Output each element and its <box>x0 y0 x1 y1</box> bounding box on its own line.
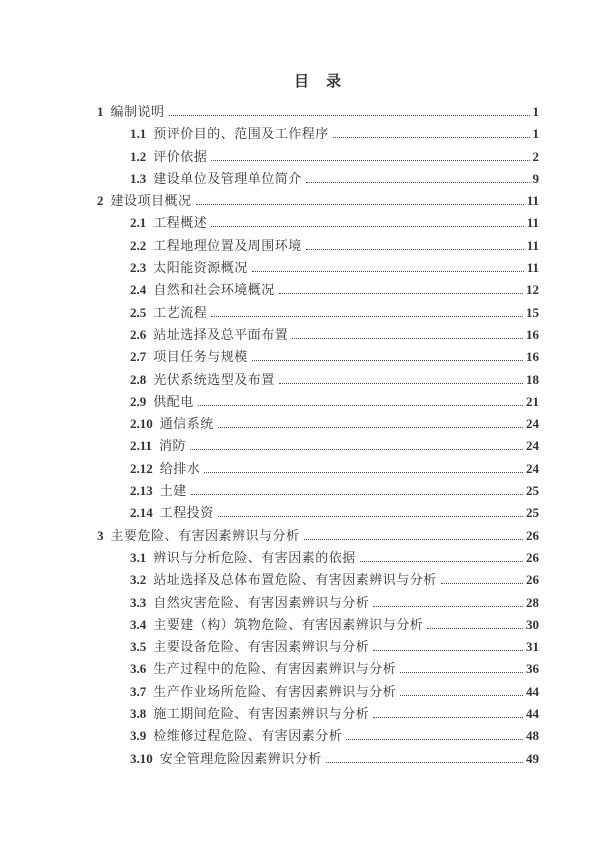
dot-leader-line <box>218 427 523 428</box>
toc-entry-page: 25 <box>526 505 539 521</box>
toc-entry[interactable] <box>97 413 539 435</box>
toc-entry-number: 2.10 <box>130 416 153 432</box>
dot-leader-line <box>190 449 523 450</box>
dot-leader-line <box>441 583 523 584</box>
toc-entry-label: 施工期间危险、有害因素辨识与分析 <box>153 706 370 722</box>
toc-entry-label: 土建 <box>159 483 187 499</box>
toc-entry-page: 26 <box>526 527 539 543</box>
toc-entry-number: 2.2 <box>130 237 147 253</box>
toc-section <box>97 72 539 770</box>
toc-entry-label: 建设单位及管理单位简介 <box>153 170 302 186</box>
toc-entry-page: 30 <box>526 616 539 632</box>
toc-entry-label: 工艺流程 <box>153 304 208 320</box>
toc-entry-page: 11 <box>526 215 539 231</box>
toc-entry-label: 光伏系统选型及布置 <box>153 371 275 387</box>
toc-entry-page: 11 <box>526 193 539 209</box>
toc-entry-number: 3 <box>97 527 104 543</box>
toc-entry[interactable] <box>97 502 539 524</box>
toc-entry[interactable] <box>97 324 539 346</box>
toc-entry-label: 安全管理危险因素辨识分析 <box>159 750 322 766</box>
toc-entry-page: 49 <box>526 750 539 766</box>
toc-entry-label: 消防 <box>159 438 187 454</box>
toc-entry-number: 3.3 <box>130 594 147 610</box>
toc-entry-page: 24 <box>526 460 539 476</box>
toc-entry[interactable] <box>97 614 539 636</box>
toc-entry[interactable] <box>97 123 539 145</box>
toc-entry-number: 1.1 <box>130 126 147 142</box>
toc-entry-number: 3.7 <box>130 683 147 699</box>
toc-entry-label: 通信系统 <box>159 416 214 432</box>
toc-entry[interactable] <box>97 279 539 301</box>
toc-entry-page: 16 <box>526 349 539 365</box>
toc-entry-page: 28 <box>526 594 539 610</box>
toc-entry-page: 24 <box>526 416 539 432</box>
dot-leader-line <box>279 293 523 294</box>
dot-leader-line <box>427 628 523 629</box>
toc-entry-number: 1.3 <box>130 170 147 186</box>
toc-entry-number: 3.5 <box>130 639 147 655</box>
toc-entry[interactable] <box>97 369 539 391</box>
dot-leader-line <box>279 383 523 384</box>
toc-entry-label: 自然和社会环境概况 <box>153 282 275 298</box>
dot-leader-line <box>292 338 523 339</box>
toc-entry-label: 主要危险、有害因素辨识与分析 <box>110 527 300 543</box>
toc-entry-label: 给排水 <box>159 460 201 476</box>
toc-entry-label: 供配电 <box>153 393 194 409</box>
toc-entry-number: 3.2 <box>130 572 147 588</box>
toc-entry[interactable] <box>97 681 539 703</box>
toc-entry-number: 2 <box>97 193 104 209</box>
toc-entry[interactable] <box>97 257 539 279</box>
dot-leader-line <box>333 137 530 138</box>
toc-entry[interactable] <box>97 547 539 569</box>
toc-entry-page: 16 <box>526 326 539 342</box>
toc-entry-number: 3.9 <box>130 728 147 744</box>
toc-entry-label: 编制说明 <box>110 104 165 119</box>
toc-entry-page: 25 <box>526 483 539 499</box>
dot-leader-line <box>326 762 523 763</box>
toc-entry[interactable] <box>97 725 539 747</box>
toc-entry-number: 2.3 <box>130 260 147 276</box>
dot-leader-line <box>211 316 523 317</box>
dot-leader-line <box>211 226 523 227</box>
toc-entry[interactable] <box>97 658 539 680</box>
toc-list <box>97 101 539 770</box>
dot-leader-line <box>218 516 523 517</box>
dot-leader-line <box>198 405 523 406</box>
toc-entry-page: 1 <box>532 126 539 142</box>
toc-entry-page: 11 <box>526 237 539 253</box>
toc-entry-number: 2.11 <box>130 438 153 454</box>
toc-entry-page: 9 <box>532 170 539 186</box>
toc-entry-label: 建设项目概况 <box>110 193 192 209</box>
dot-leader-line <box>400 695 523 696</box>
toc-entry-label: 辨识与分析危险、有害因素的依据 <box>153 549 356 565</box>
toc-entry-label: 生产作业场所危险、有害因素辨识与分析 <box>153 683 397 699</box>
toc-entry-page: 1 <box>532 104 539 119</box>
toc-entry-page: 12 <box>526 282 539 298</box>
dot-leader-line <box>306 249 524 250</box>
toc-entry-page: 44 <box>526 706 539 722</box>
toc-entry[interactable] <box>97 435 539 457</box>
toc-entry-page: 24 <box>526 438 539 454</box>
toc-entry-label: 自然灾害危险、有害因素辨识与分析 <box>153 594 370 610</box>
toc-entry-number: 2.6 <box>130 326 147 342</box>
toc-entry[interactable] <box>97 168 539 190</box>
toc-entry-label: 太阳能资源概况 <box>153 260 248 276</box>
toc-entry-number: 1 <box>97 104 104 119</box>
toc-entry-number: 2.12 <box>130 460 153 476</box>
toc-entry-label: 检维修过程危险、有害因素分析 <box>153 728 343 744</box>
toc-entry-label: 生产过程中的危险、有害因素辨识与分析 <box>153 661 397 677</box>
toc-entry-page: 2 <box>532 148 539 164</box>
toc-entry-page: 31 <box>526 639 539 655</box>
toc-entry-page: 48 <box>526 728 539 744</box>
dot-leader-line <box>360 561 523 562</box>
page-title: 目 录 <box>293 74 342 90</box>
toc-entry[interactable] <box>97 146 539 168</box>
toc-entry[interactable] <box>97 235 539 257</box>
toc-entry-page: 26 <box>526 572 539 588</box>
toc-entry-page: 11 <box>526 260 539 276</box>
toc-entry-label: 站址选择及总体布置危险、有害因素辨识与分析 <box>153 572 437 588</box>
toc-entry-number: 2.1 <box>130 215 147 231</box>
toc-entry-label: 主要设备危险、有害因素辨识与分析 <box>153 639 370 655</box>
toc-entry-label: 工程投资 <box>159 505 214 521</box>
toc-entry-label: 工程地理位置及周围环境 <box>153 237 302 253</box>
toc-entry-page: 18 <box>526 371 539 387</box>
toc-entry[interactable] <box>97 480 539 502</box>
dot-leader-line <box>306 182 530 183</box>
dot-leader-line <box>373 606 523 607</box>
toc-entry[interactable] <box>97 391 539 413</box>
toc-entry-number: 3.4 <box>130 616 147 632</box>
toc-entry[interactable] <box>97 212 539 234</box>
toc-entry-page: 26 <box>526 549 539 565</box>
dot-leader-line <box>252 360 523 361</box>
dot-leader-line <box>196 204 524 205</box>
dot-leader-line <box>373 717 523 718</box>
toc-entry-number: 1.2 <box>130 148 147 164</box>
dot-leader-line <box>204 472 523 473</box>
toc-entry-number: 3.8 <box>130 706 147 722</box>
toc-entry[interactable] <box>97 101 539 123</box>
toc-entry[interactable] <box>97 458 539 480</box>
toc-entry-label: 站址选择及总平面布置 <box>153 326 289 342</box>
dot-leader-line <box>191 494 523 495</box>
dot-leader-line <box>373 650 523 651</box>
toc-entry-page: 15 <box>526 304 539 320</box>
dot-leader-line <box>400 672 523 673</box>
dot-leader-line <box>304 539 523 540</box>
toc-entry[interactable] <box>97 346 539 368</box>
toc-entry-label: 项目任务与规模 <box>153 349 248 365</box>
toc-entry-number: 2.7 <box>130 349 147 365</box>
toc-entry[interactable] <box>97 592 539 614</box>
dot-leader-line <box>211 160 529 161</box>
toc-entry-label: 评价依据 <box>153 148 208 164</box>
toc-entry-page: 21 <box>526 393 539 409</box>
toc-entry-number: 2.4 <box>130 282 147 298</box>
toc-entry-label: 预评价目的、范围及工作程序 <box>153 126 329 142</box>
toc-entry-number: 2.14 <box>130 505 153 521</box>
toc-entry-label: 工程概述 <box>153 215 208 231</box>
toc-entry[interactable] <box>97 190 539 212</box>
dot-leader-line <box>169 115 530 116</box>
toc-entry[interactable] <box>97 636 539 658</box>
toc-entry[interactable] <box>97 703 539 725</box>
toc-entry-label: 主要建（构）筑物危险、有害因素辨识与分析 <box>153 616 424 632</box>
dot-leader-line <box>252 271 524 272</box>
toc-entry-page: 44 <box>526 683 539 699</box>
toc-entry-number: 2.13 <box>130 483 153 499</box>
toc-entry[interactable] <box>97 748 539 770</box>
toc-entry[interactable] <box>97 525 539 547</box>
toc-entry-number: 2.8 <box>130 371 147 387</box>
toc-entry[interactable] <box>97 569 539 591</box>
toc-entry-number: 3.10 <box>130 750 153 766</box>
toc-entry-number: 3.6 <box>130 661 147 677</box>
toc-entry-page: 36 <box>526 661 539 677</box>
toc-entry-number: 3.1 <box>130 549 147 565</box>
dot-leader-line <box>346 739 523 740</box>
toc-entry-number: 2.9 <box>130 393 147 409</box>
toc-entry[interactable] <box>97 302 539 324</box>
toc-entry-number: 2.5 <box>130 304 147 320</box>
